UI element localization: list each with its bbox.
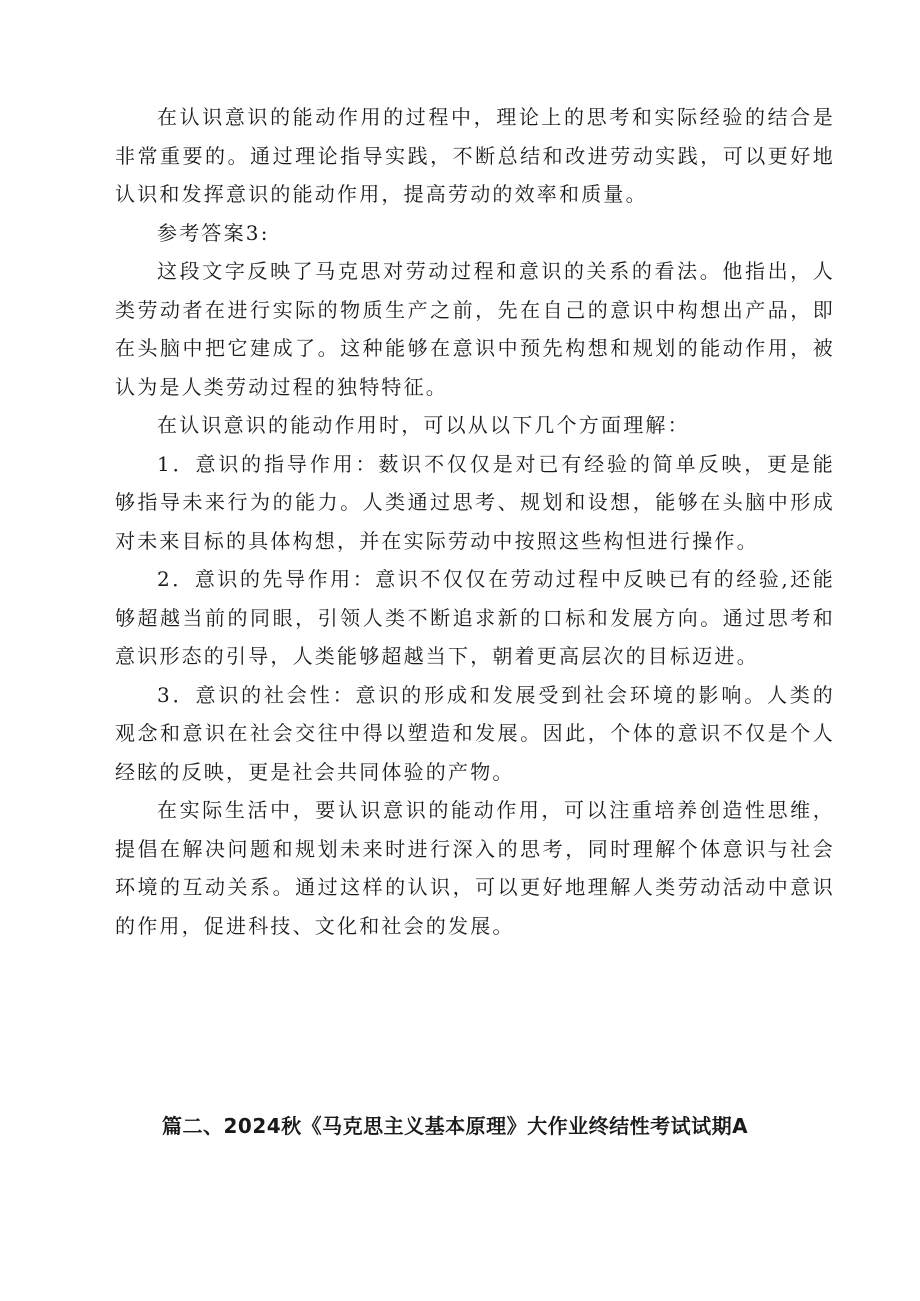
list-item-leading-role: 2．意识的先导作用：意识不仅仅在劳动过程中反映已有的经验,还能够超越当前的同眼，引领人类不断追求新的口标和发展方向。通过思考和意识形态的引导，人类能够超越当下，朝着更高层次的目标迈进。 — [115, 567, 835, 668]
section-heading: 篇二、2024秋《马克思主义基本原理》大作业终结性考试试期A — [162, 1114, 749, 1138]
paragraph-theory-practice: 在认识意识的能动作用的过程中，理论上的思考和实际经验的结合是非常重要的。通过理论指导实践，不断总结和改进劳动实践，可以更好地认识和发挥意识的能动作用，提高劳动的效率和质量。 — [115, 105, 835, 206]
document-body — [115, 98, 835, 945]
list-item-social-nature: 3．意识的社会性：意识的形成和发展受到社会环境的影响。人类的观念和意识在社会交往中得以塑造和发展。因此，个体的意识不仅是个人经眩的反映，更是社会共同体验的产物。 — [115, 682, 835, 784]
paragraph-conclusion: 在实际生活中，要认识意识的能动作用，可以注重培养创造性思维，提倡在解决问题和规划未来时进行深入的思考，同时理解个体意识与社会环境的互动关系。通过这样的认识，可以更好地理解人类劳动活动中意识的作用，促进科技、文化和社会的发展。 — [115, 798, 835, 938]
reference-answer-label: 参考答案3: — [157, 220, 270, 245]
list-item-guiding-role: 1．意识的指导作用：薮识不仅仅是对已有经验的简单反映，更是能够指导未来行为的能力。人类通过思考、规划和设想，能够在头脑中形成对未来目标的具体构想，并在实际劳动中按照这些构怛进行操作。 — [115, 451, 835, 553]
paragraph-marx-labor: 这段文字反映了马克思对劳动过程和意识的关系的看法。他指出，人类劳动者在进行实际的物质生产之前，先在自己的意识中构想出产品，即在头脑中把它建成了。这种能够在意识中预先构想和规划的能动作用，被认为是人类劳动过程的独特特征。 — [115, 259, 835, 399]
paragraph-aspects-intro: 在认识意识的能动作用时，可以从以下几个方面理解： — [157, 413, 690, 437]
